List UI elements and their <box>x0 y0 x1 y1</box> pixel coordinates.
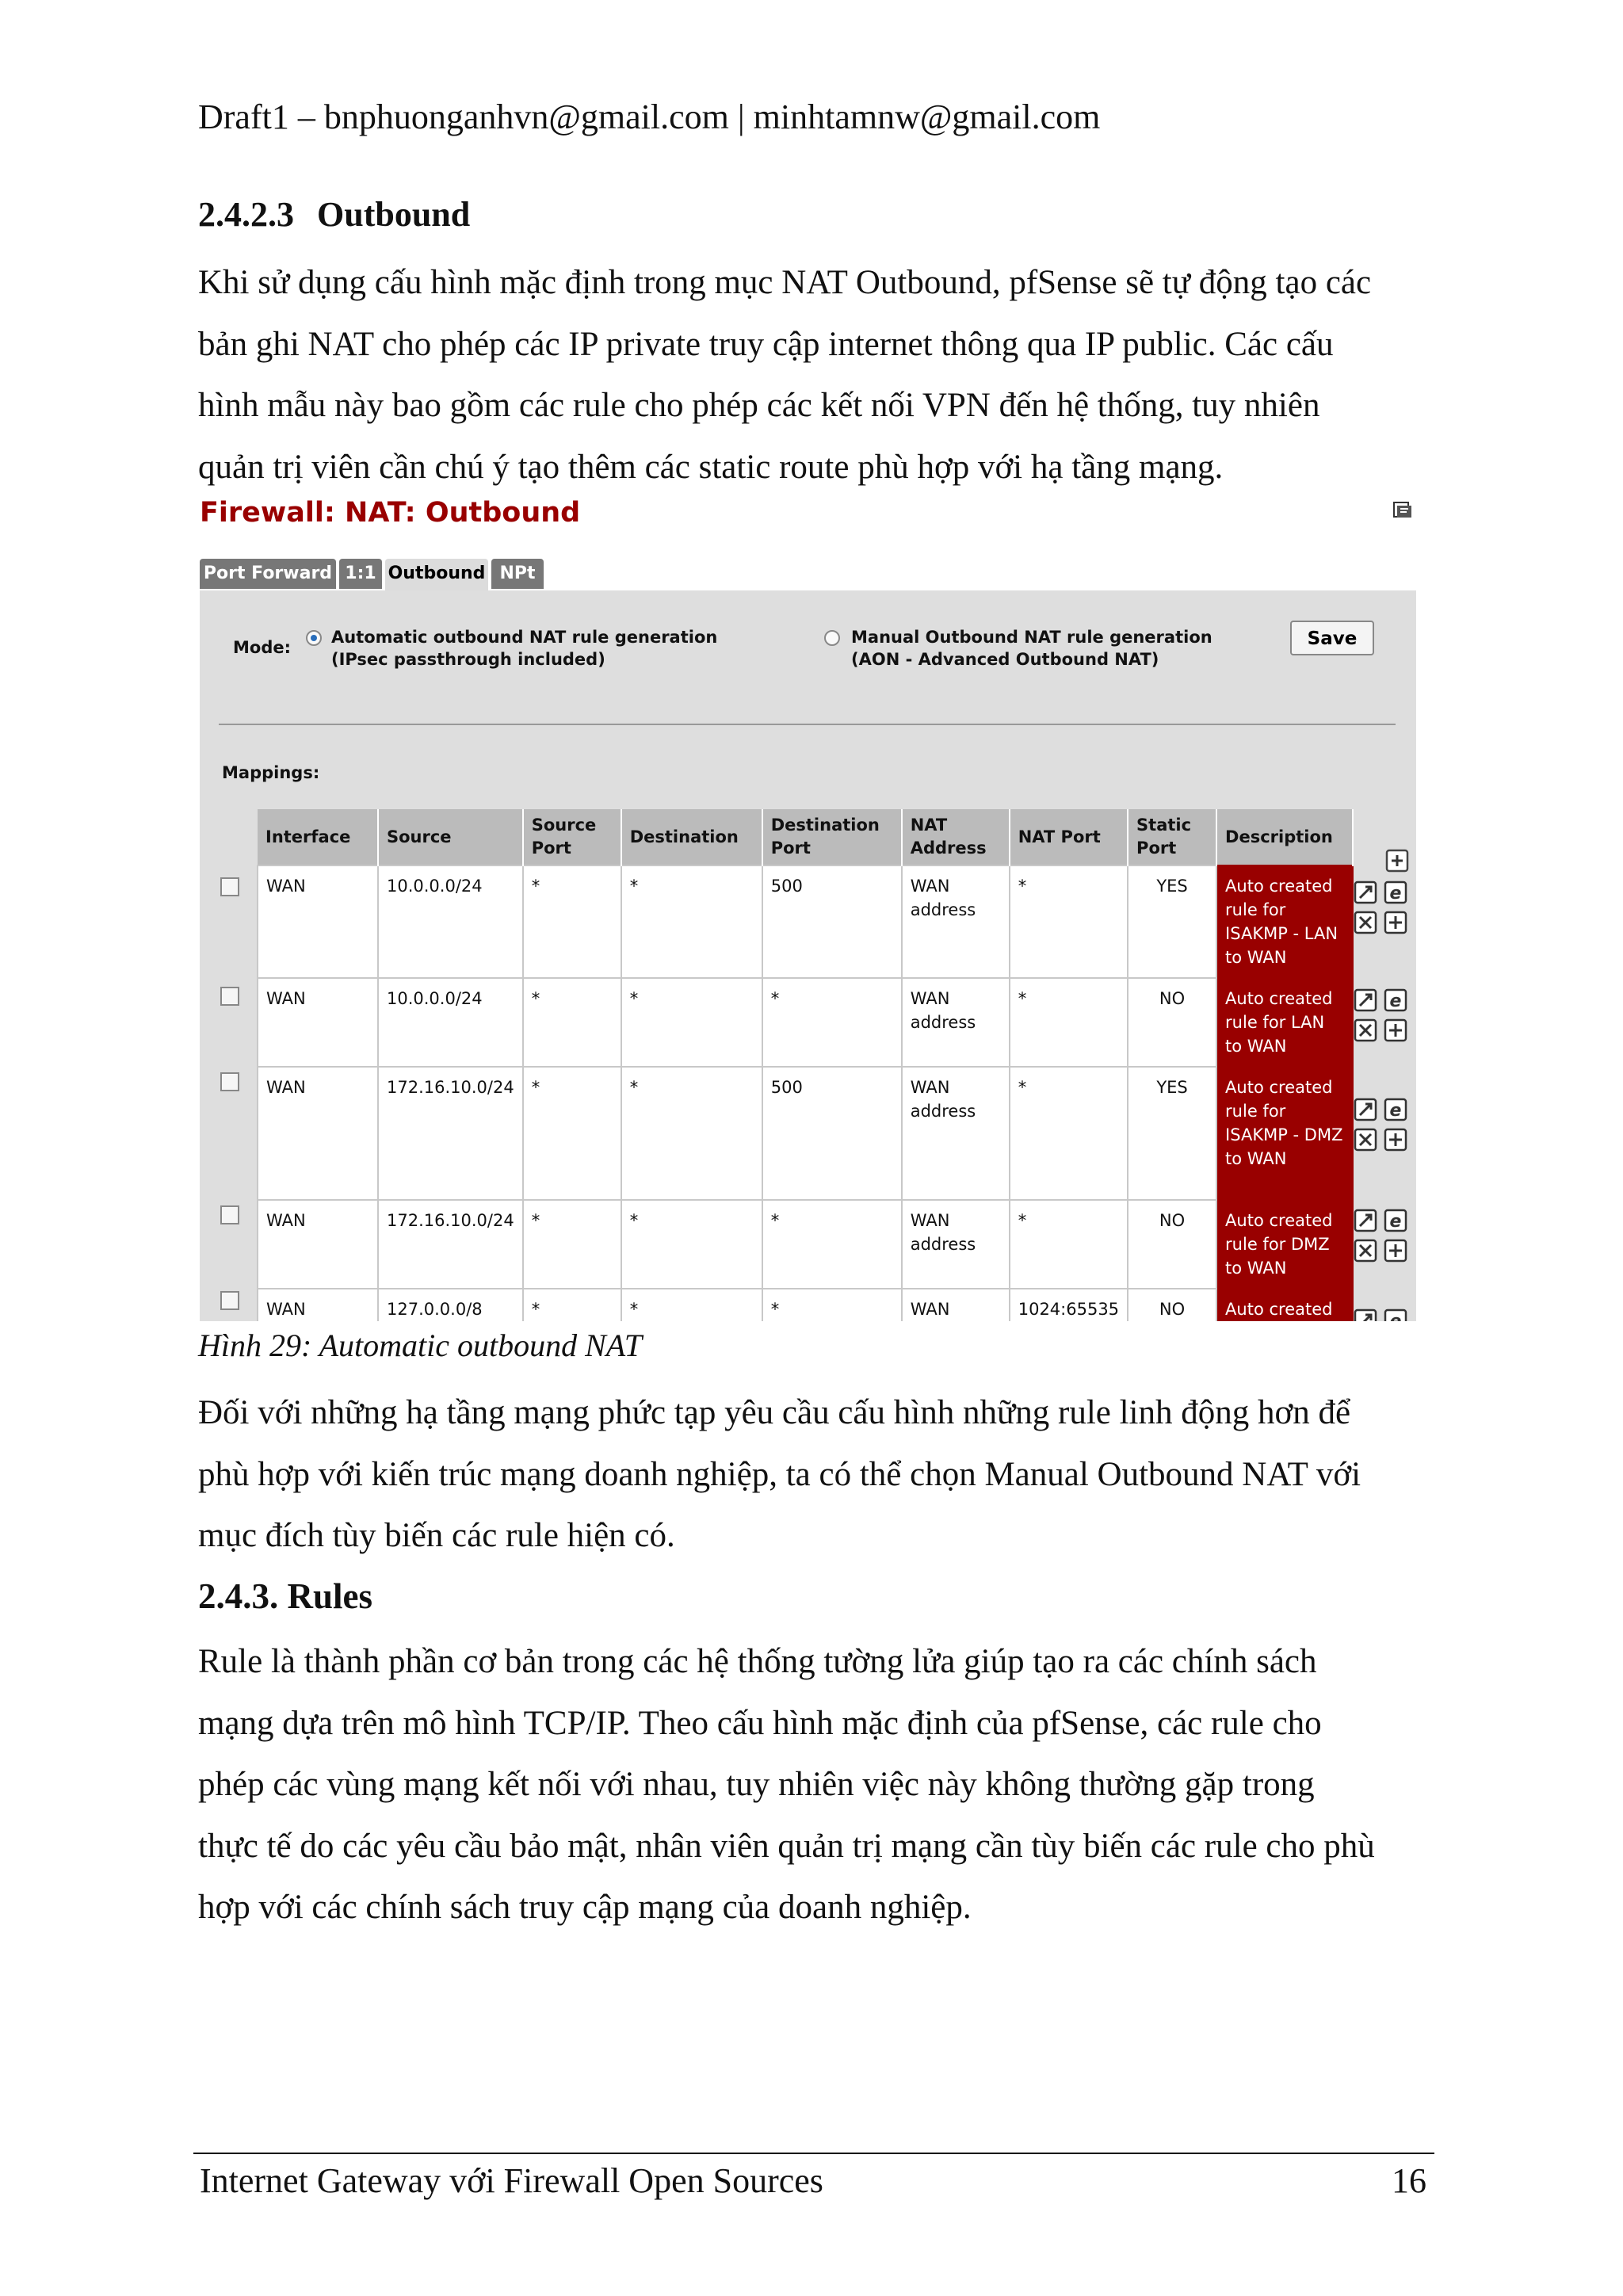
cell-source-port: * <box>523 1289 621 1321</box>
cell-static-port: NO <box>1128 1289 1216 1321</box>
page-header: Draft1 – bnphuonganhvn@gmail.com | minhtamnw@gmail.com <box>198 97 1101 136</box>
row-checkbox[interactable] <box>220 877 239 896</box>
move-icon[interactable] <box>1354 1209 1377 1232</box>
text-line: Rule là thành phần cơ bản trong các hệ thống tường lửa giúp tạo ra các chính sách <box>198 1643 1317 1680</box>
cell-nat-port: * <box>1010 1200 1128 1289</box>
row-checkbox[interactable] <box>220 987 239 1006</box>
row-checkbox[interactable] <box>220 1205 239 1224</box>
cell-description: Auto created rule for ISAKMP - LAN to WAN <box>1216 865 1353 978</box>
svg-text:e: e <box>1389 1312 1402 1331</box>
cell-destination: * <box>621 1200 762 1289</box>
table-row[interactable] <box>258 1067 1353 1200</box>
edit-icon[interactable] <box>1384 881 1407 904</box>
move-icon[interactable] <box>1354 1308 1377 1321</box>
cell-nat-address: WAN address <box>902 1200 1010 1289</box>
svg-text:e: e <box>1389 1212 1402 1232</box>
footer-title: Internet Gateway với Firewall Open Sources <box>200 2161 823 2200</box>
add-icon[interactable] <box>1384 1018 1407 1042</box>
radio-manual[interactable] <box>824 630 840 646</box>
col-destination[interactable]: Destination <box>621 809 762 865</box>
move-icon[interactable] <box>1354 988 1377 1012</box>
paragraph-outbound <box>198 252 1434 498</box>
row-checkbox[interactable] <box>220 1291 239 1310</box>
cell-destination: * <box>621 1067 762 1200</box>
delete-icon[interactable] <box>1354 1239 1377 1263</box>
tab-outbound[interactable]: Outbound <box>385 559 488 592</box>
cell-description: Auto created <box>1216 1289 1353 1321</box>
cell-nat-address: WAN address <box>902 978 1010 1067</box>
cell-description: Auto created rule for DMZ to WAN <box>1216 1200 1353 1289</box>
text-line: hình mẫu này bao gồm các rule cho phép các kết nối VPN đến hệ thống, tuy nhiên <box>198 387 1320 424</box>
help-icon[interactable] <box>1393 502 1414 519</box>
cell-destination: * <box>621 865 762 978</box>
cell-source: 127.0.0.0/8 <box>378 1289 523 1321</box>
cell-static-port: YES <box>1128 1067 1216 1200</box>
mode-label: Mode: <box>233 638 291 657</box>
cell-nat-port: * <box>1010 865 1128 978</box>
table-row[interactable] <box>258 1289 1353 1321</box>
cell-destination-port: * <box>762 1289 902 1321</box>
paragraph-rules <box>198 1631 1434 1939</box>
cell-destination-port: * <box>762 1200 902 1289</box>
delete-icon[interactable] <box>1354 911 1377 934</box>
save-button[interactable]: Save <box>1290 621 1374 655</box>
mappings-table <box>257 809 1354 1321</box>
cell-nat-port: 1024:65535 <box>1010 1289 1128 1321</box>
row-checkbox[interactable] <box>220 1072 239 1091</box>
option-manual-line1: Manual Outbound NAT rule generation <box>851 628 1212 647</box>
col-nat-address[interactable]: NAT Address <box>902 809 1010 865</box>
section-heading-rules: 2.4.3. Rules <box>198 1576 373 1616</box>
cell-destination-port: 500 <box>762 1067 902 1200</box>
option-automatic-line2: (IPsec passthrough included) <box>331 650 605 669</box>
text-line: phép các vùng mạng kết nối với nhau, tuy nhiên việc này không thường gặp trong <box>198 1766 1315 1803</box>
text-line: Khi sử dụng cấu hình mặc định trong mục NAT Outbound, pfSense sẽ tự động tạo các <box>198 264 1372 301</box>
cell-static-port: NO <box>1128 978 1216 1067</box>
cell-source: 172.16.10.0/24 <box>378 1200 523 1289</box>
cell-nat-address: WAN address <box>902 1067 1010 1200</box>
add-icon[interactable] <box>1384 911 1407 934</box>
table-row[interactable] <box>258 1200 1353 1289</box>
cell-source: 172.16.10.0/24 <box>378 1067 523 1200</box>
cell-source-port: * <box>523 1200 621 1289</box>
tab-one-to-one[interactable]: 1:1 <box>339 559 382 589</box>
outbound-panel <box>200 590 1416 1331</box>
edit-icon[interactable] <box>1384 988 1407 1012</box>
cell-interface: WAN <box>258 978 378 1067</box>
cell-destination: * <box>621 1289 762 1321</box>
cell-interface: WAN <box>258 865 378 978</box>
option-automatic <box>331 626 717 670</box>
text-line: bản ghi NAT cho phép các IP private truy cập internet thông qua IP public. Các cấu <box>198 325 1334 363</box>
divider <box>219 724 1396 725</box>
option-automatic-line1: Automatic outbound NAT rule generation <box>331 628 718 647</box>
edit-icon[interactable] <box>1384 1308 1407 1331</box>
svg-text:e: e <box>1389 884 1402 904</box>
tab-npt[interactable]: NPt <box>491 559 544 589</box>
section-title: Outbound <box>317 195 471 234</box>
cell-destination-port: 500 <box>762 865 902 978</box>
table-row[interactable] <box>258 865 1353 978</box>
add-icon[interactable] <box>1384 1239 1407 1263</box>
cell-source-port: * <box>523 978 621 1067</box>
svg-text:e: e <box>1389 1101 1402 1121</box>
text-line: thực tế do các yêu cầu bảo mật, nhân viên quản trị mạng cần tùy biến các rule cho phù <box>198 1827 1375 1865</box>
text-line: quản trị viên cần chú ý tạo thêm các static route phù hợp với hạ tầng mạng. <box>198 448 1224 486</box>
tab-port-forward[interactable]: Port Forward <box>200 559 336 589</box>
text-line: mục đích tùy biến các rule hiện có. <box>198 1517 675 1554</box>
page-number: 16 <box>1392 2161 1426 2200</box>
cell-source: 10.0.0.0/24 <box>378 978 523 1067</box>
option-manual-line2: (AON - Advanced Outbound NAT) <box>851 650 1159 669</box>
radio-automatic[interactable] <box>306 630 322 646</box>
section-heading-outbound <box>198 194 470 235</box>
mappings-label: Mappings: <box>222 763 320 782</box>
add-icon[interactable] <box>1384 1128 1407 1152</box>
figure-caption: Hình 29: Automatic outbound NAT <box>198 1328 642 1363</box>
col-destination-port[interactable]: Destination Port <box>762 809 902 865</box>
cell-nat-port: * <box>1010 978 1128 1067</box>
cell-source: 10.0.0.0/24 <box>378 865 523 978</box>
table-header-row <box>258 809 1353 865</box>
cell-nat-port: * <box>1010 1067 1128 1200</box>
delete-icon[interactable] <box>1354 1128 1377 1152</box>
screenshot-title: Firewall: NAT: Outbound <box>200 497 581 529</box>
col-source-port[interactable]: Source Port <box>523 809 621 865</box>
col-nat-port[interactable]: NAT Port <box>1010 809 1128 865</box>
cell-nat-address: WAN address <box>902 865 1010 978</box>
cell-description: Auto created rule for LAN to WAN <box>1216 978 1353 1067</box>
cell-interface: WAN <box>258 1067 378 1200</box>
delete-icon[interactable] <box>1354 1018 1377 1042</box>
move-icon[interactable] <box>1354 881 1377 904</box>
pfsense-screenshot <box>198 495 1416 1331</box>
cell-interface: WAN <box>258 1200 378 1289</box>
text-line: mạng dựa trên mô hình TCP/IP. Theo cấu hình mặc định của pfSense, các rule cho <box>198 1704 1322 1742</box>
paragraph-manual-nat <box>198 1382 1434 1567</box>
option-manual <box>851 626 1212 670</box>
edit-icon[interactable] <box>1384 1209 1407 1232</box>
cell-destination: * <box>621 978 762 1067</box>
cell-static-port: YES <box>1128 865 1216 978</box>
text-line: phù hợp với kiến trúc mạng doanh nghiệp, ta có thể chọn Manual Outbound NAT với <box>198 1455 1361 1493</box>
add-rule-icon[interactable] <box>1385 849 1411 874</box>
move-icon[interactable] <box>1354 1098 1377 1121</box>
cell-static-port: NO <box>1128 1200 1216 1289</box>
edit-icon[interactable] <box>1384 1098 1407 1121</box>
col-source[interactable]: Source <box>378 809 523 865</box>
col-static-port[interactable]: Static Port <box>1128 809 1216 865</box>
text-line: hợp với các chính sách truy cập mạng của doanh nghiệp. <box>198 1889 972 1926</box>
footer-rule <box>193 2153 1434 2154</box>
svg-text:e: e <box>1389 991 1402 1011</box>
col-description[interactable]: Description <box>1216 809 1353 865</box>
col-interface[interactable]: Interface <box>258 809 378 865</box>
table-row[interactable] <box>258 978 1353 1067</box>
cell-nat-address: WAN <box>902 1289 1010 1321</box>
cell-destination-port: * <box>762 978 902 1067</box>
cell-source-port: * <box>523 1067 621 1200</box>
cell-description: Auto created rule for ISAKMP - DMZ to WAN <box>1216 1067 1353 1200</box>
section-number: 2.4.2.3 <box>198 195 294 234</box>
cell-source-port: * <box>523 865 621 978</box>
text-line: Đối với những hạ tầng mạng phức tạp yêu cầu cấu hình những rule linh động hơn để <box>198 1394 1351 1431</box>
cell-interface: WAN <box>258 1289 378 1321</box>
